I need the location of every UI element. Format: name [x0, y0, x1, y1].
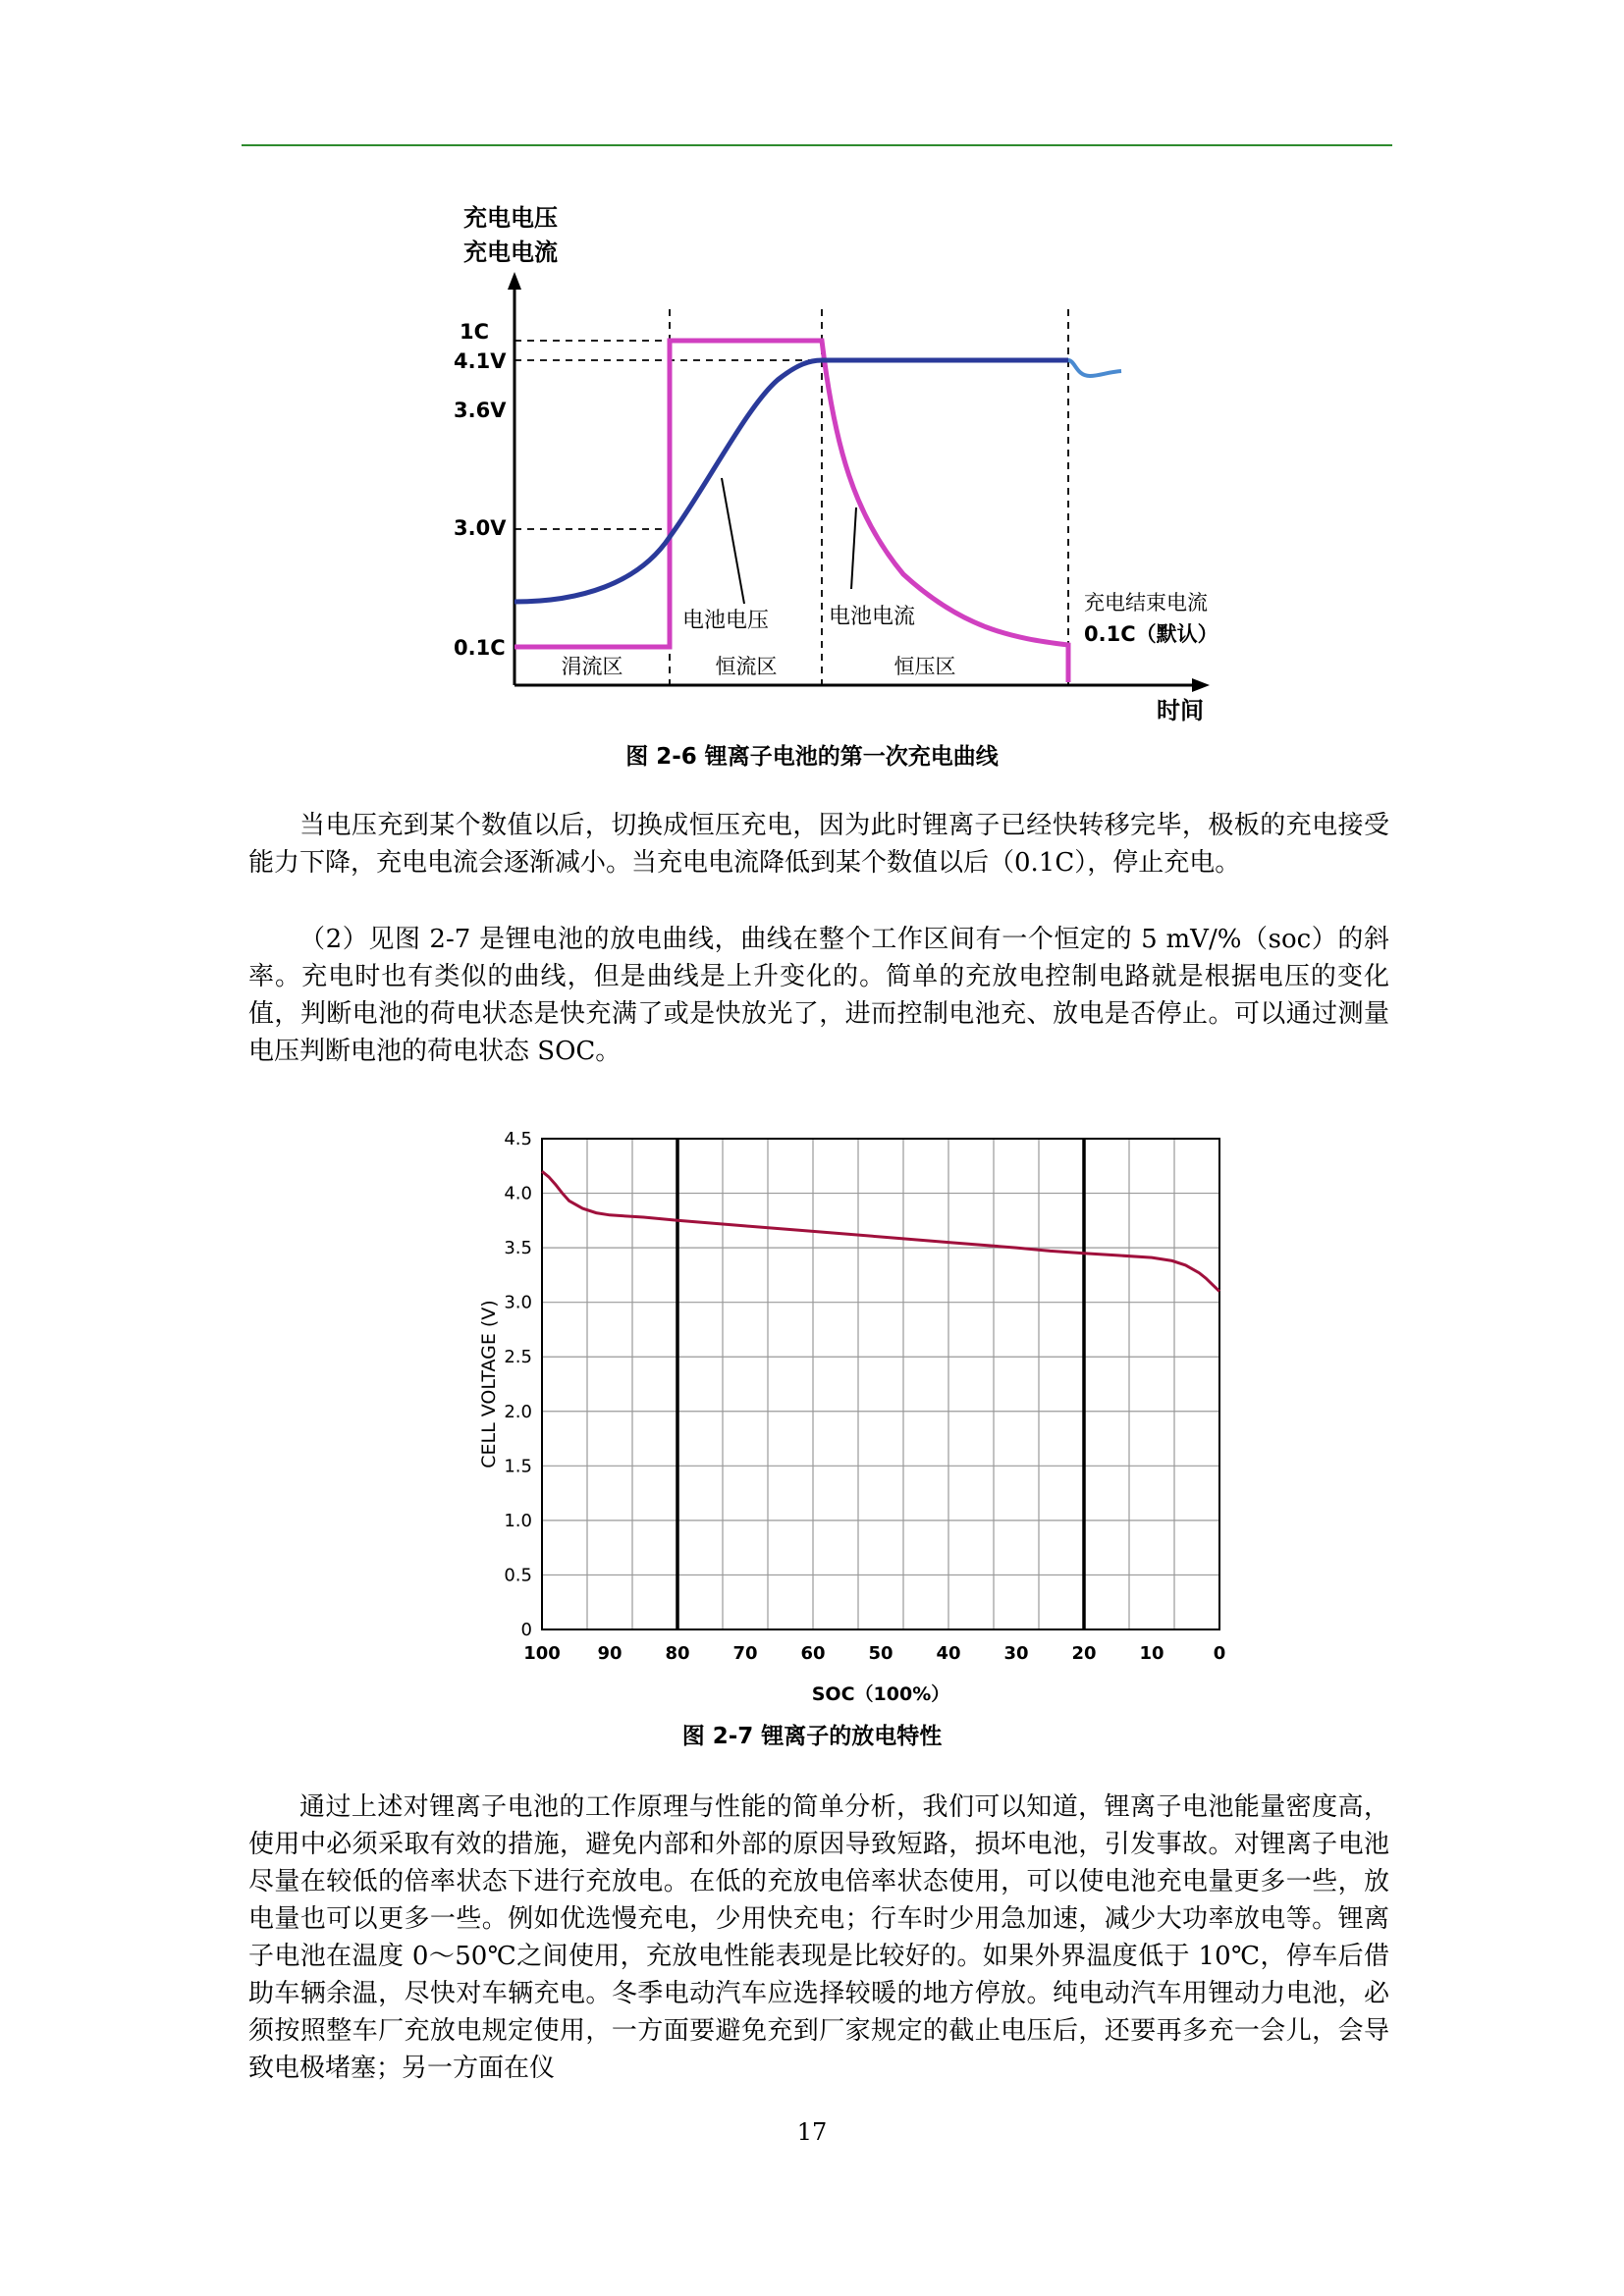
fig1-annotation-current: 电池电流	[829, 605, 916, 629]
y-tick-label: 2.5	[504, 1347, 532, 1368]
y-tick-label: 3.0	[504, 1292, 532, 1313]
fig1-voltage-curve	[514, 360, 1068, 602]
paragraph-1-text: 当电压充到某个数值以后，切换成恒压充电，因为此时锂离子已经快转移完毕，极板的充电接受能力下降，充电电流会逐渐减小。当充电电流降低到某个数值以后（0.1C），停止充电。	[248, 811, 1389, 878]
fig1-voltage-pointer	[722, 478, 744, 604]
fig1-annotation-voltage: 电池电压	[682, 609, 770, 633]
x-tick-label: 70	[732, 1643, 758, 1664]
paragraph-3	[248, 1789, 1389, 2087]
fig1-xlabel: 时间	[1157, 697, 1204, 724]
fig1-ytick-3.0v: 3.0V	[454, 516, 507, 540]
chart-frame	[542, 1139, 1219, 1629]
x-tick-label: 10	[1139, 1643, 1164, 1664]
paragraph-2-text: （2）见图 2-7 是锂电池的放电曲线，曲线在整个工作区间有一个恒定的 5 mV/%（soc）的斜率。充电时也有类似的曲线，但是曲线是上升变化的。简单的充放电控制电路就是根据电压的变化值，判断电池的荷电状态是快充满了或是快放光了，进而控制电池充、放电是否停止。可以通过测量电压判断电池的荷电状态 SOC。	[248, 925, 1389, 1066]
x-tick-label: 20	[1071, 1643, 1097, 1664]
fig1-current-curve	[514, 341, 1068, 682]
fig1-zone-cc: 恒流区	[715, 655, 778, 678]
page-number: 17	[796, 2118, 828, 2146]
chart-y-tick-labels	[504, 1129, 532, 1640]
fig1-annotation-end-line1: 充电结束电流	[1084, 591, 1208, 614]
fig1-voltage-tail	[1068, 360, 1121, 376]
fig1-ylabel-line1: 充电电压	[463, 204, 558, 232]
fig1-zone-trickle: 涓流区	[561, 655, 623, 678]
x-tick-label: 50	[868, 1643, 893, 1664]
discharge-chart	[461, 1114, 1247, 1723]
x-tick-label: 0	[1213, 1643, 1226, 1664]
chart-x-tick-labels	[523, 1643, 1225, 1664]
fig1-zone-cv: 恒压区	[893, 655, 956, 678]
y-tick-label: 4.5	[504, 1129, 532, 1149]
chart-grid	[542, 1139, 1219, 1629]
header-rule	[242, 144, 1392, 146]
x-tick-label: 40	[936, 1643, 961, 1664]
chart-series	[542, 1171, 1219, 1291]
fig1-ytick-0.1c: 0.1C	[454, 636, 506, 660]
paragraph-1	[248, 807, 1389, 881]
y-tick-label: 3.5	[504, 1238, 532, 1259]
x-tick-label: 100	[523, 1643, 561, 1664]
x-tick-label: 80	[665, 1643, 690, 1664]
y-tick-label: 0.5	[504, 1565, 532, 1586]
fig1-ytick-4.1v: 4.1V	[454, 349, 507, 373]
x-tick-label: 90	[597, 1643, 623, 1664]
fig1-y-arrow	[508, 272, 521, 290]
paragraph-3-text: 通过上述对锂离子电池的工作原理与性能的简单分析，我们可以知道，锂离子电池能量密度高，使用中必须采取有效的措施，避免内部和外部的原因导致短路，损坏电池，引发事故。对锂离子电池尽量在较低的倍率状态下进行充放电。在低的充放电倍率状态使用，可以使电池充电量更多一些，放电量也可以更多一些。例如优选慢充电，少用快充电；行车时少用急加速，减少大功率放电等。锂离子电池在温度 0～50℃之间使用，充放电性能表现是比较好的。如果外界温度低于 10℃，停车后借助车辆余温，尽快对车辆充电。冬季电动汽车应选择较暖的地方停放。纯电动汽车用锂动力电池，必须按照整车厂充放电规定使用，一方面要避免充到厂家规定的截止电压后，还要再多充一会儿，会导致电极堵塞；另一方面在仪	[248, 1792, 1389, 2083]
y-tick-label: 1.0	[504, 1510, 532, 1531]
y-tick-label: 1.5	[504, 1456, 532, 1477]
chart-markers	[677, 1139, 1084, 1629]
chart-x-axis-label: SOC（100%）	[811, 1683, 950, 1705]
x-tick-label: 60	[800, 1643, 826, 1664]
y-tick-label: 0	[520, 1620, 532, 1640]
chart-y-axis-label: CELL VOLTAGE (V)	[478, 1300, 500, 1468]
figure2-caption: 图 2-7 锂离子的放电特性	[681, 1724, 943, 1749]
fig1-current-pointer	[851, 507, 856, 589]
fig1-x-arrow	[1192, 678, 1210, 692]
fig1-ylabel-line2: 充电电流	[463, 239, 558, 266]
charging-curve-figure	[412, 191, 1237, 741]
x-tick-label: 30	[1003, 1643, 1029, 1664]
y-tick-label: 4.0	[504, 1183, 532, 1204]
fig1-annotation-end-line2: 0.1C（默认）	[1084, 622, 1218, 646]
fig1-ytick-1c: 1C	[460, 320, 490, 344]
paragraph-2	[248, 921, 1389, 1070]
y-tick-label: 2.0	[504, 1401, 532, 1422]
series-line	[542, 1171, 1219, 1291]
fig1-ytick-3.6v: 3.6V	[454, 399, 507, 422]
figure1-caption: 图 2-6 锂离子电池的第一次充电曲线	[625, 744, 999, 770]
